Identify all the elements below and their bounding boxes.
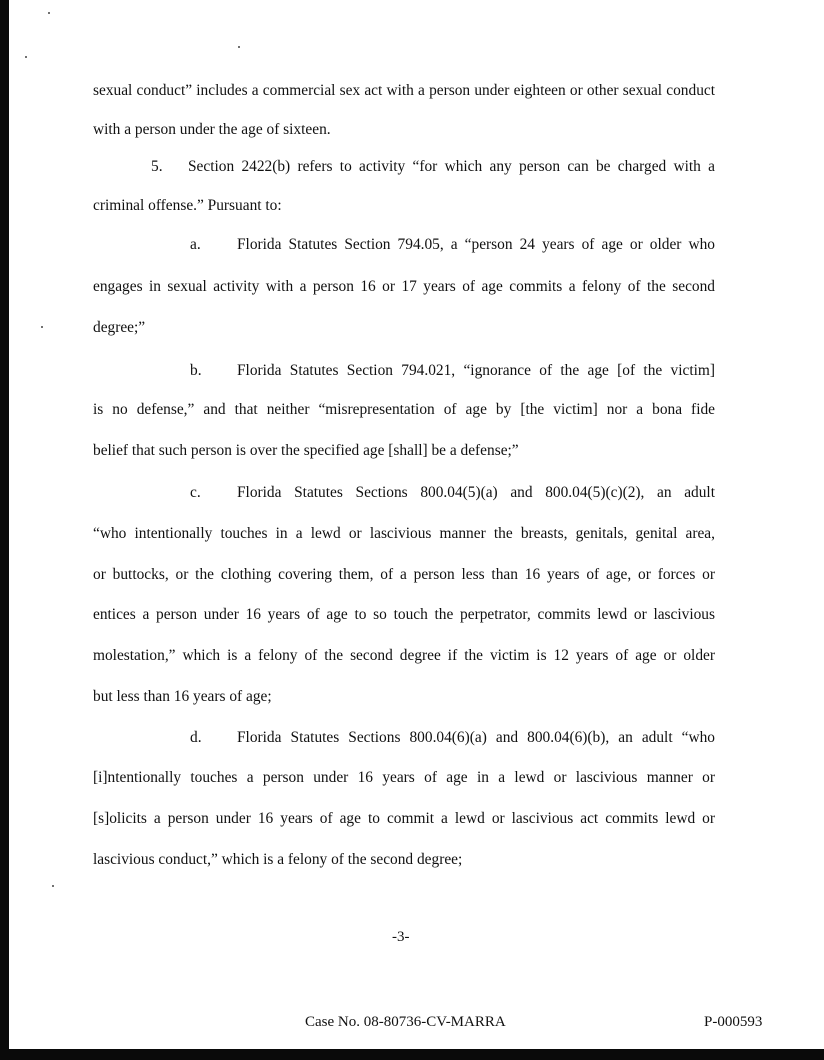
- bates-number: P-000593: [704, 1014, 763, 1030]
- body-line: degree;”: [93, 319, 146, 336]
- body-line: but less than 16 years of age;: [93, 688, 272, 705]
- scan-speck: [41, 326, 43, 328]
- body-line: Florida Statutes Sections 800.04(5)(a) and 800.04(5)(c)(2), an adult: [237, 484, 715, 501]
- body-line: Florida Statutes Sections 800.04(6)(a) and 800.04(6)(b), an adult “who: [237, 729, 715, 746]
- body-line: “who intentionally touches in a lewd or lascivious manner the breasts, genitals, genital area,: [93, 525, 715, 542]
- body-line: criminal offense.” Pursuant to:: [93, 197, 282, 214]
- scan-border-left: [0, 0, 9, 1060]
- body-line: lascivious conduct,” which is a felony of the second degree;: [93, 851, 463, 868]
- body-line: or buttocks, or the clothing covering them, of a person less than 16 years of age, or forces or: [93, 566, 715, 583]
- body-line: molestation,” which is a felony of the second degree if the victim is 12 years of age or older: [93, 647, 715, 664]
- body-line: entices a person under 16 years of age to so touch the perpetrator, commits lewd or lascivious: [93, 606, 715, 623]
- body-line: [s]olicits a person under 16 years of age to commit a lewd or lascivious act commits lewd or: [93, 810, 715, 827]
- scan-speck: [25, 56, 27, 58]
- list-marker-d: d.: [190, 729, 202, 746]
- list-marker-b: b.: [190, 362, 202, 379]
- page-number: -3-: [392, 929, 410, 945]
- body-line: is no defense,” and that neither “misrepresentation of age by [the victim] nor a bona fide: [93, 401, 715, 418]
- body-line: [i]ntentionally touches a person under 16 years of age in a lewd or lascivious manner or: [93, 769, 715, 786]
- body-line: sexual conduct” includes a commercial sex act with a person under eighteen or other sexual conduct: [93, 82, 715, 99]
- case-number: Case No. 08-80736-CV-MARRA: [305, 1014, 506, 1030]
- paragraph-number: 5.: [151, 158, 163, 175]
- scan-speck: [48, 12, 50, 14]
- body-line: Section 2422(b) refers to activity “for which any person can be charged with a: [188, 158, 715, 175]
- body-line: Florida Statutes Section 794.021, “ignorance of the age [of the victim]: [237, 362, 715, 379]
- body-line: with a person under the age of sixteen.: [93, 121, 331, 138]
- body-line: Florida Statutes Section 794.05, a “person 24 years of age or older who: [237, 236, 715, 253]
- scan-speck: [238, 46, 240, 48]
- list-marker-c: c.: [190, 484, 201, 501]
- body-line: engages in sexual activity with a person 16 or 17 years of age commits a felony of the second: [93, 278, 715, 295]
- list-marker-a: a.: [190, 236, 201, 253]
- scan-border-bottom: [0, 1049, 824, 1060]
- body-line: belief that such person is over the specified age [shall] be a defense;”: [93, 442, 519, 459]
- scan-speck: [52, 885, 54, 887]
